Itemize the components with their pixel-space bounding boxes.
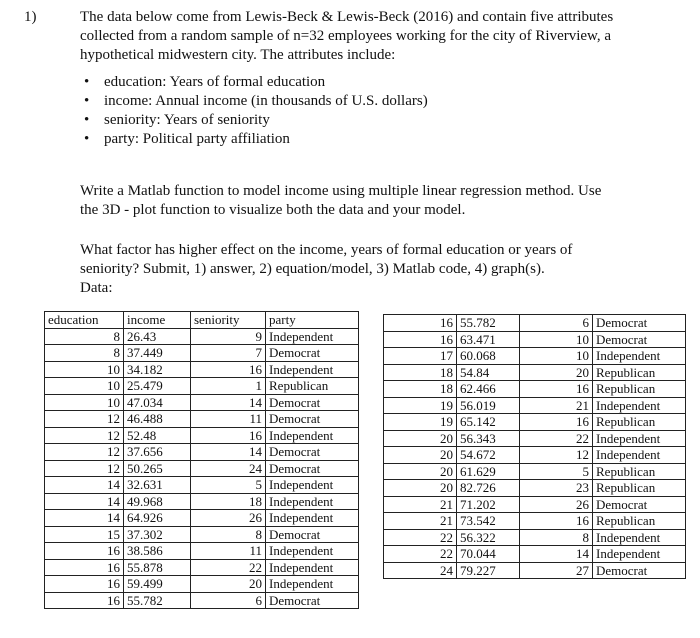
- cell-party: Democrat: [266, 394, 359, 411]
- table-row: [384, 513, 686, 530]
- table-row: [384, 546, 686, 563]
- cell-income: 79.227: [457, 562, 520, 579]
- header-education: education: [45, 312, 124, 329]
- right-table-body: [384, 315, 686, 579]
- cell-education: 15: [45, 526, 124, 543]
- header-party: party: [266, 312, 359, 329]
- cell-education: 20: [384, 447, 457, 464]
- cell-education: 12: [45, 444, 124, 461]
- intro-line: collected from a random sample of n=32 employees working for the city of Riverview, a: [80, 28, 612, 44]
- cell-income: 50.265: [124, 460, 191, 477]
- cell-education: 8: [45, 345, 124, 362]
- cell-income: 32.631: [124, 477, 191, 494]
- table-row: [45, 460, 359, 477]
- cell-party: Republican: [593, 513, 686, 530]
- bullet-icon: •: [84, 112, 90, 128]
- cell-party: Democrat: [266, 411, 359, 428]
- cell-education: 8: [45, 328, 124, 345]
- table-row: [384, 331, 686, 348]
- cell-party: Republican: [266, 378, 359, 395]
- cell-seniority: 22: [191, 559, 266, 576]
- cell-income: 65.142: [457, 414, 520, 431]
- cell-party: Independent: [266, 559, 359, 576]
- cell-income: 71.202: [457, 496, 520, 513]
- intro-paragraph: [80, 8, 684, 65]
- cell-seniority: 10: [520, 331, 593, 348]
- cell-seniority: 1: [191, 378, 266, 395]
- cell-seniority: 5: [520, 463, 593, 480]
- cell-education: 14: [45, 510, 124, 527]
- table-row: [384, 381, 686, 398]
- cell-education: 16: [45, 592, 124, 609]
- cell-income: 52.48: [124, 427, 191, 444]
- question-line: Data:: [80, 280, 113, 296]
- cell-education: 22: [384, 529, 457, 546]
- attribute-text: income: Annual income (in thousands of U.S. dollars): [104, 93, 428, 109]
- cell-party: Independent: [266, 477, 359, 494]
- table-row: [384, 315, 686, 332]
- cell-income: 60.068: [457, 348, 520, 365]
- cell-party: Republican: [593, 463, 686, 480]
- bullet-icon: •: [84, 93, 90, 109]
- cell-income: 56.322: [457, 529, 520, 546]
- cell-party: Democrat: [266, 526, 359, 543]
- attribute-item: [24, 73, 628, 92]
- attribute-item: [24, 130, 628, 149]
- cell-seniority: 16: [191, 361, 266, 378]
- cell-seniority: 5: [191, 477, 266, 494]
- table-row: [45, 328, 359, 345]
- cell-education: 12: [45, 427, 124, 444]
- cell-income: 64.926: [124, 510, 191, 527]
- cell-seniority: 6: [191, 592, 266, 609]
- cell-seniority: 8: [191, 526, 266, 543]
- cell-income: 54.84: [457, 364, 520, 381]
- cell-income: 56.343: [457, 430, 520, 447]
- cell-party: Independent: [593, 447, 686, 464]
- table-row: [45, 444, 359, 461]
- cell-education: 20: [384, 430, 457, 447]
- cell-education: 21: [384, 513, 457, 530]
- cell-education: 22: [384, 546, 457, 563]
- attribute-text: party: Political party affiliation: [104, 131, 290, 147]
- table-row: [384, 348, 686, 365]
- cell-seniority: 6: [520, 315, 593, 332]
- cell-education: 10: [45, 378, 124, 395]
- table-row: [384, 463, 686, 480]
- table-row: [45, 592, 359, 609]
- table-row: [384, 414, 686, 431]
- cell-seniority: 22: [520, 430, 593, 447]
- attribute-text: education: Years of formal education: [104, 74, 326, 90]
- cell-education: 16: [45, 559, 124, 576]
- cell-party: Republican: [593, 414, 686, 431]
- table-row: [384, 480, 686, 497]
- cell-education: 16: [45, 543, 124, 560]
- cell-education: 16: [45, 576, 124, 593]
- cell-seniority: 18: [191, 493, 266, 510]
- table-row: [45, 477, 359, 494]
- table-row: [45, 361, 359, 378]
- cell-income: 63.471: [457, 331, 520, 348]
- question-block: [24, 8, 684, 149]
- cell-seniority: 16: [520, 381, 593, 398]
- header-seniority: seniority: [191, 312, 266, 329]
- table-row: [45, 526, 359, 543]
- cell-seniority: 9: [191, 328, 266, 345]
- cell-party: Independent: [593, 397, 686, 414]
- cell-seniority: 21: [520, 397, 593, 414]
- cell-seniority: 20: [520, 364, 593, 381]
- table-row: [384, 529, 686, 546]
- table-row: [45, 576, 359, 593]
- cell-seniority: 23: [520, 480, 593, 497]
- table-header-row: [45, 312, 359, 329]
- cell-education: 24: [384, 562, 457, 579]
- cell-seniority: 12: [520, 447, 593, 464]
- cell-seniority: 16: [520, 414, 593, 431]
- table-row: [45, 411, 359, 428]
- cell-party: Independent: [593, 430, 686, 447]
- cell-income: 34.182: [124, 361, 191, 378]
- cell-party: Democrat: [266, 592, 359, 609]
- cell-party: Republican: [593, 364, 686, 381]
- cell-seniority: 14: [520, 546, 593, 563]
- cell-seniority: 24: [191, 460, 266, 477]
- cell-education: 19: [384, 397, 457, 414]
- bullet-icon: •: [84, 74, 90, 90]
- cell-income: 73.542: [457, 513, 520, 530]
- task-paragraph: [80, 182, 680, 220]
- table-row: [45, 493, 359, 510]
- cell-seniority: 11: [191, 411, 266, 428]
- table-row: [45, 378, 359, 395]
- question-number: 1): [24, 9, 37, 25]
- cell-party: Democrat: [593, 562, 686, 579]
- attribute-item: [24, 111, 628, 130]
- cell-seniority: 16: [191, 427, 266, 444]
- cell-income: 55.782: [457, 315, 520, 332]
- table-row: [384, 397, 686, 414]
- table-row: [384, 562, 686, 579]
- bullet-icon: •: [84, 131, 90, 147]
- cell-party: Independent: [266, 510, 359, 527]
- cell-income: 26.43: [124, 328, 191, 345]
- cell-income: 70.044: [457, 546, 520, 563]
- cell-party: Independent: [266, 543, 359, 560]
- cell-seniority: 10: [520, 348, 593, 365]
- table-row: [384, 496, 686, 513]
- table-row: [45, 345, 359, 362]
- table-row: [45, 427, 359, 444]
- cell-income: 25.479: [124, 378, 191, 395]
- cell-seniority: 27: [520, 562, 593, 579]
- cell-income: 55.878: [124, 559, 191, 576]
- cell-party: Independent: [266, 361, 359, 378]
- cell-education: 17: [384, 348, 457, 365]
- cell-income: 37.302: [124, 526, 191, 543]
- cell-party: Independent: [593, 348, 686, 365]
- question-paragraph: [80, 241, 680, 298]
- cell-education: 16: [384, 315, 457, 332]
- cell-education: 12: [45, 460, 124, 477]
- attribute-item: [24, 92, 628, 111]
- cell-seniority: 26: [520, 496, 593, 513]
- cell-education: 20: [384, 463, 457, 480]
- question-line: What factor has higher effect on the income, years of formal education or years of: [80, 242, 573, 258]
- cell-party: Republican: [593, 381, 686, 398]
- cell-seniority: 11: [191, 543, 266, 560]
- cell-party: Democrat: [266, 460, 359, 477]
- cell-income: 37.656: [124, 444, 191, 461]
- cell-education: 20: [384, 480, 457, 497]
- cell-seniority: 8: [520, 529, 593, 546]
- cell-income: 62.466: [457, 381, 520, 398]
- table-row: [45, 559, 359, 576]
- cell-education: 18: [384, 381, 457, 398]
- cell-party: Independent: [593, 529, 686, 546]
- cell-income: 49.968: [124, 493, 191, 510]
- cell-education: 10: [45, 361, 124, 378]
- cell-education: 12: [45, 411, 124, 428]
- table-row: [384, 430, 686, 447]
- cell-party: Democrat: [593, 315, 686, 332]
- cell-income: 59.499: [124, 576, 191, 593]
- data-table-left: [44, 311, 359, 609]
- task-line: the 3D - plot function to visualize both the data and your model.: [80, 202, 466, 218]
- cell-education: 14: [45, 493, 124, 510]
- cell-seniority: 14: [191, 394, 266, 411]
- cell-party: Independent: [266, 427, 359, 444]
- intro-line: hypothetical midwestern city. The attributes include:: [80, 47, 396, 63]
- header-income: income: [124, 312, 191, 329]
- attribute-list: [24, 73, 628, 149]
- cell-party: Republican: [593, 480, 686, 497]
- cell-party: Independent: [266, 576, 359, 593]
- cell-income: 82.726: [457, 480, 520, 497]
- cell-party: Democrat: [266, 444, 359, 461]
- cell-income: 47.034: [124, 394, 191, 411]
- cell-education: 10: [45, 394, 124, 411]
- cell-party: Independent: [266, 493, 359, 510]
- cell-seniority: 14: [191, 444, 266, 461]
- question-line: seniority? Submit, 1) answer, 2) equation/model, 3) Matlab code, 4) graph(s).: [80, 261, 545, 277]
- cell-seniority: 26: [191, 510, 266, 527]
- cell-seniority: 7: [191, 345, 266, 362]
- cell-party: Democrat: [266, 345, 359, 362]
- table-row: [384, 364, 686, 381]
- cell-income: 56.019: [457, 397, 520, 414]
- table-row: [45, 394, 359, 411]
- cell-income: 54.672: [457, 447, 520, 464]
- cell-income: 37.449: [124, 345, 191, 362]
- cell-education: 18: [384, 364, 457, 381]
- cell-party: Democrat: [593, 496, 686, 513]
- data-table-right: [383, 314, 686, 579]
- cell-education: 21: [384, 496, 457, 513]
- table-row: [45, 543, 359, 560]
- attribute-text: seniority: Years of seniority: [104, 112, 270, 128]
- table-row: [45, 510, 359, 527]
- cell-income: 38.586: [124, 543, 191, 560]
- task-line: Write a Matlab function to model income using multiple linear regression method. Use: [80, 183, 602, 199]
- cell-income: 61.629: [457, 463, 520, 480]
- cell-party: Independent: [266, 328, 359, 345]
- cell-education: 14: [45, 477, 124, 494]
- cell-income: 55.782: [124, 592, 191, 609]
- cell-education: 16: [384, 331, 457, 348]
- cell-education: 19: [384, 414, 457, 431]
- cell-income: 46.488: [124, 411, 191, 428]
- table-row: [384, 447, 686, 464]
- intro-line: The data below come from Lewis-Beck & Lewis-Beck (2016) and contain five attributes: [80, 9, 614, 25]
- cell-seniority: 20: [191, 576, 266, 593]
- left-table-body: [45, 328, 359, 609]
- cell-party: Independent: [593, 546, 686, 563]
- cell-seniority: 16: [520, 513, 593, 530]
- cell-party: Democrat: [593, 331, 686, 348]
